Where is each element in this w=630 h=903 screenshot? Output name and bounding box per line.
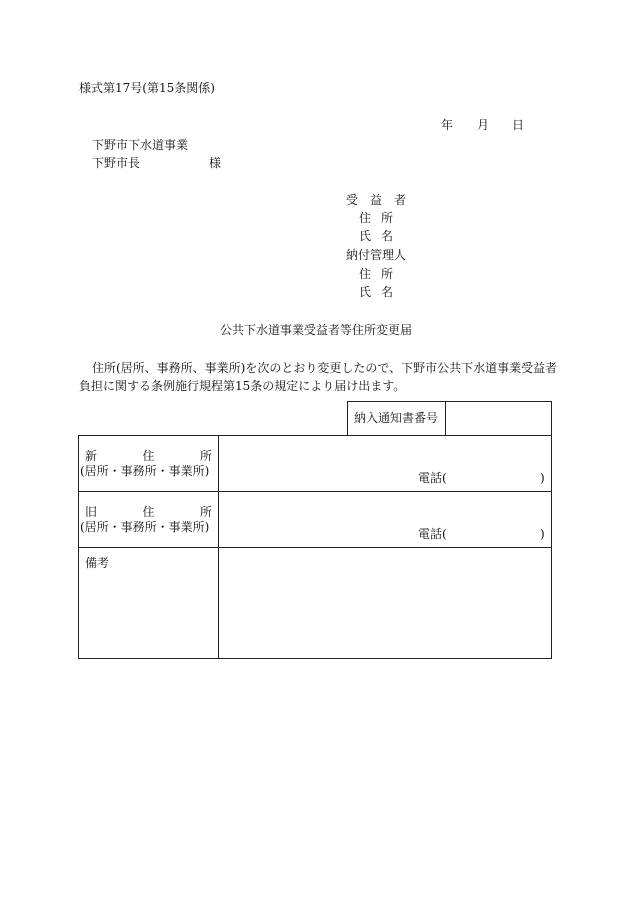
beneficiary-address-label — [359, 211, 393, 225]
old-phone-close: ) — [540, 527, 545, 541]
manager-address-label — [359, 267, 393, 281]
addressee-honorific: 様 — [209, 156, 222, 170]
document-title: 公共下水道事業受益者等住所変更届 — [220, 323, 413, 337]
old-address-label — [85, 505, 212, 519]
notice-number-field[interactable] — [446, 402, 551, 435]
label-char: 住 — [142, 505, 155, 519]
beneficiary-char: 受 — [346, 193, 359, 207]
name-char: 氏 — [359, 229, 372, 243]
new-phone-close: ) — [540, 471, 545, 485]
manager-name-label — [359, 285, 393, 299]
name-char: 名 — [380, 285, 393, 299]
label-char: 新 — [85, 449, 98, 463]
old-address-sub-label: (居所・事務所・事業所) — [80, 520, 210, 534]
manager-label: 納付管理人 — [346, 248, 407, 262]
body-text-line-2: 負担に関する条例施行規程第15条の規定により届け出ます。 — [79, 379, 406, 393]
label-char: 所 — [199, 449, 212, 463]
label-char: 住 — [142, 449, 155, 463]
form-number: 様式第17号(第15条関係) — [79, 81, 215, 95]
body-text-line-1: 住所(居所、事務所、事業所)を次のとおり変更したので、下野市公共下水道事業受益者 — [92, 361, 558, 375]
addressee-mayor: 下野市長 — [92, 156, 141, 170]
remarks-label: 備考 — [85, 556, 110, 570]
new-phone-label: 電話( — [418, 471, 447, 485]
table-border — [347, 401, 348, 435]
old-address-field[interactable] — [219, 492, 551, 547]
date-year-label: 年 — [441, 118, 454, 132]
beneficiary-label — [346, 193, 406, 207]
beneficiary-char: 益 — [369, 193, 382, 207]
table-border — [78, 658, 552, 659]
address-char: 所 — [380, 211, 393, 225]
label-char: 旧 — [85, 505, 98, 519]
date-day-label: 日 — [512, 118, 525, 132]
new-address-field[interactable] — [219, 436, 551, 491]
notice-number-label: 納入通知書番号 — [354, 411, 439, 425]
new-address-sub-label: (居所・事務所・事業所) — [80, 464, 210, 478]
label-char: 所 — [199, 505, 212, 519]
date-month-label: 月 — [477, 118, 490, 132]
address-char: 住 — [359, 211, 372, 225]
remarks-field[interactable] — [219, 548, 551, 658]
addressee-organization: 下野市下水道事業 — [92, 138, 189, 152]
table-border — [551, 401, 552, 659]
address-char: 所 — [380, 267, 393, 281]
new-address-label — [85, 449, 212, 463]
beneficiary-name-label — [359, 229, 393, 243]
beneficiary-char: 者 — [393, 193, 406, 207]
old-phone-label: 電話( — [418, 527, 447, 541]
name-char: 氏 — [359, 285, 372, 299]
address-char: 住 — [359, 267, 372, 281]
name-char: 名 — [380, 229, 393, 243]
